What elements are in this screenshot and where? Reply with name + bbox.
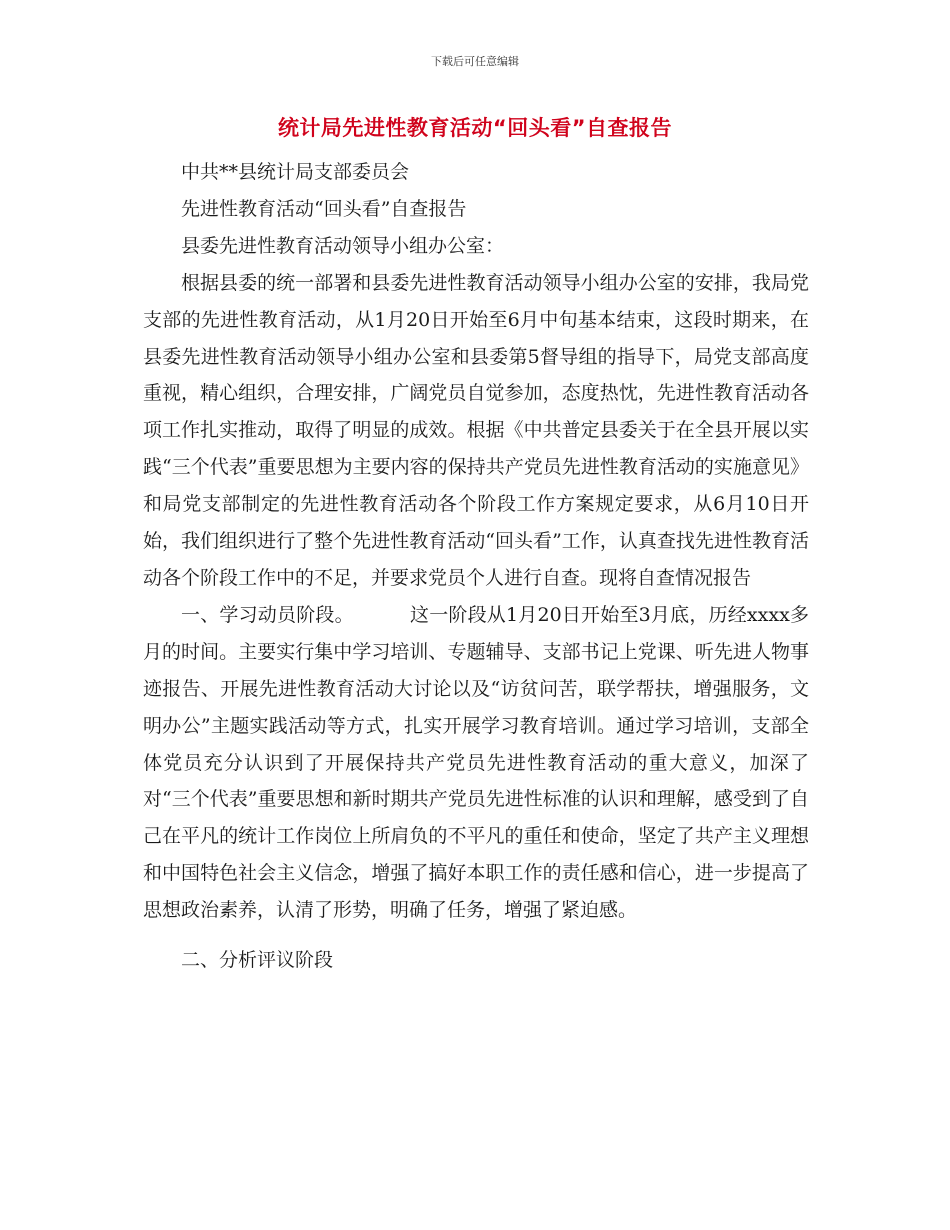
org-line: 中共**县统计局支部委员会 [181, 161, 410, 183]
document-title: 统计局先进性教育活动“回头看”自查报告 [277, 116, 673, 140]
addressee-line: 县委先进性教育活动领导小组办公室： [181, 234, 505, 257]
stage-one-heading: 一、学习动员阶段。 [181, 603, 354, 626]
intro-paragraph: 根据县委的统一部署和县委先进性教育活动领导小组办公室的安排，我局党支部的先进性教育活动，从1月20日开始至6月中旬基本结束，这段时期来，在县委先进性教育活动领导小组办公室和县委第5督导组的指导下，局党支部高度重视，精心组织，合理安排，广阔党员自觉参加，态度热忱，先进性教育活动各项工作扎实推动，取得了明显的成效。根据《中共普定县委关于在全县开展以实践“三个代表”重要思想为主要内容的保持共产党员先进性教育活动的实施意见》和局党支部制定的先进性教育活动各个阶段工作方案规定要求，从6月10日开始，我们组织进行了整个先进性教育活动“回头看”工作，认真查找先进性教育活动各个阶段工作中的不足，并要求党员个人进行自查。现将自查情况报告 [143, 271, 809, 589]
header-note: 下载后可任意编辑 [431, 55, 519, 68]
stage-two-heading: 二、分析评议阶段 [181, 949, 334, 972]
subtitle-line: 先进性教育活动“回头看”自查报告 [181, 197, 467, 220]
document-body [143, 154, 809, 979]
stage-one-body: 这一阶段从1月20日开始至3月底，历经xxxx多月的时间。主要实行集中学习培训、专题辅导、支部书记上党课、听先进人物事迹报告、开展先进性教育活动大讨论以及“访贫问苦，联学帮扶，增强服务，文明办公”主题实践活动等方式，扎实开展学习教育培训。通过学习培训，支部全体党员充分认识到了开展保持共产党员先进性教育活动的重大意义，加深了对“三个代表”重要思想和新时期共产党员先进性标准的认识和理解，感受到了自己在平凡的统计工作岗位上所肩负的不平凡的重任和使命，坚定了共产主义理想和中国特色社会主义信念，增强了搞好本职工作的责任感和信心，进一步提高了思想政治素养，认清了形势，明确了任务，增强了紧迫感。 [143, 603, 809, 922]
stage-one-paragraph [143, 597, 809, 929]
